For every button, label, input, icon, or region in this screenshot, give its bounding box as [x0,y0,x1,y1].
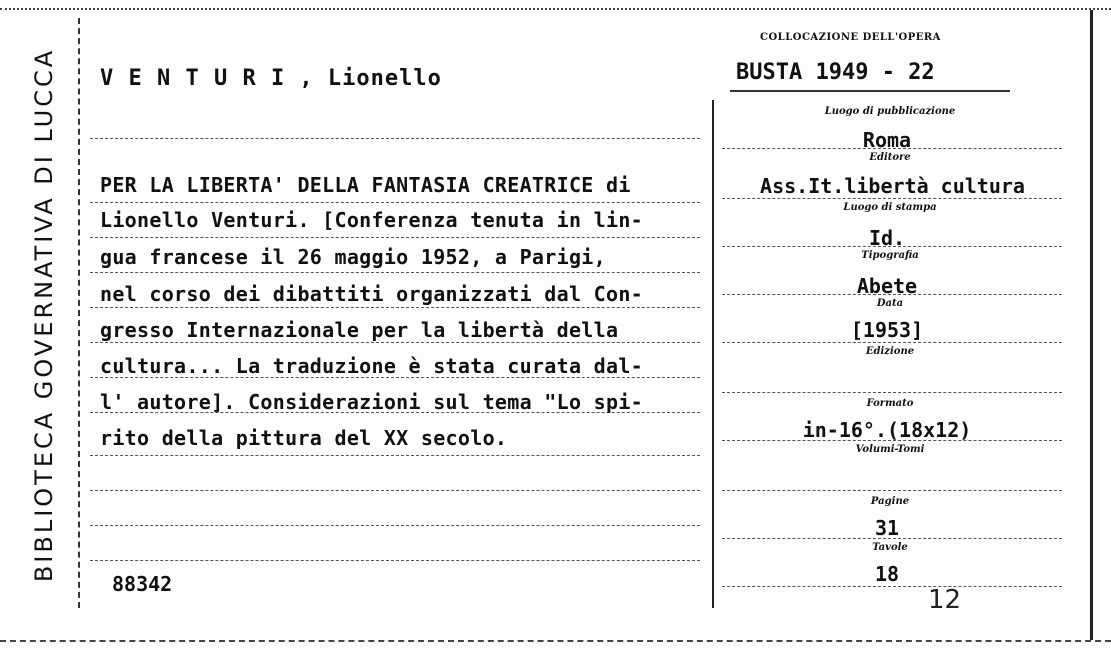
ruled-line [90,455,700,456]
library-side-label: BIBLIOTECA GOVERNATIVA DI LUCCA [30,47,58,583]
field-rule [722,342,1062,343]
field-rule [722,586,1062,587]
field-rule [722,392,1062,393]
field-rule [722,440,1062,441]
editore-value: Ass.It.libertà cultura [760,174,1025,198]
ruled-line [90,202,700,203]
left-border [78,18,80,608]
ruled-line [90,237,700,238]
pagine-value: 31 [874,516,900,540]
luogo-pubblicazione-label: Luogo di pubblicazione [824,106,956,117]
field-rule [722,148,1062,149]
luogo-stampa-label: Luogo di stampa [843,202,937,213]
right-border [1090,10,1093,640]
formato-value: in-16°.(18x12) [802,418,972,442]
busta-shelfmark: BUSTA 1949 - 22 [736,60,935,85]
description-line: PER LA LIBERTA' DELLA FANTASIA CREATRICE di [100,173,631,197]
collocazione-label: COLLOCAZIONE DELL'OPERA [760,32,941,43]
handwritten-mark: 12 [928,585,962,615]
bottom-edge [0,640,1111,646]
description-line: rito della pittura del XX secolo. [100,426,508,450]
description-line: gresso Internazionale per la libertà della [100,318,619,342]
description-line: l' autore]. Considerazioni sul tema "Lo spi- [100,390,644,414]
edizione-label: Edizione [865,346,915,357]
description-line: gua francese il 26 maggio 1952, a Parigi, [100,245,606,269]
column-divider [712,100,714,608]
ruled-line [90,272,700,273]
tipografia-value: Abete [856,274,918,298]
editore-label: Editore [869,152,911,163]
ruled-line [90,525,700,526]
field-rule [722,198,1062,199]
top-edge [0,0,1111,10]
field-rule [722,246,1062,247]
formato-label: Formato [866,398,914,409]
inventory-number: 88342 [112,572,173,596]
luogo-stampa-value: Id. [868,226,906,250]
volumi-label: Volumi-Tomi [855,444,925,455]
ruled-line [90,342,700,343]
tavole-value: 18 [874,562,900,586]
tavole-label: Tavole [872,542,908,553]
description-line: cultura... La traduzione è stata curata dal- [100,354,644,378]
ruled-line [90,138,700,139]
ruled-line [90,560,700,561]
description-line: nel corso dei dibattiti organizzati dal Con- [100,282,644,306]
ruled-line [90,307,700,308]
pagine-label: Pagine [870,496,910,507]
field-rule [722,538,1062,539]
data-label: Data [876,298,904,309]
description-line: Lionello Venturi. [Conferenza tenuta in lin- [100,208,644,232]
busta-underline [730,90,1010,92]
author-heading: V E N T U R I , Lionello [100,66,442,91]
ruled-line [90,490,700,491]
field-rule [722,294,1062,295]
data-value: [1953] [850,318,924,342]
tipografia-label: Tipografia [861,250,919,261]
field-rule [722,490,1062,491]
luogo-pubblicazione-value: Roma [862,128,912,152]
